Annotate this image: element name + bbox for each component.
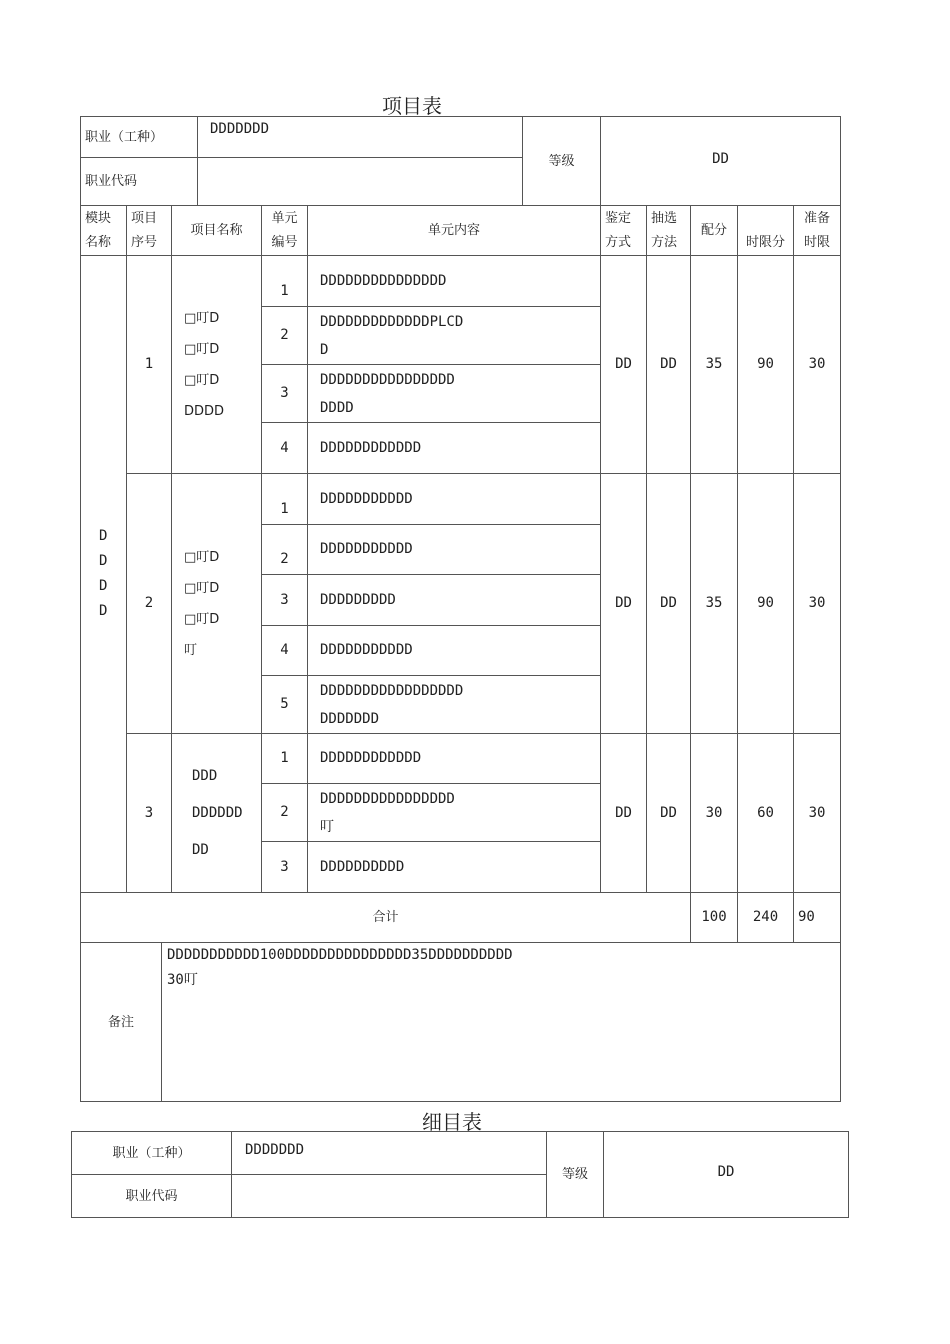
occupation-label: 职业（工种） [81, 117, 198, 158]
unit-content: DDDDDDDDDDD [308, 626, 601, 676]
unit-content: DDDDDDDDDDDD [308, 423, 601, 474]
detail-code-label: 职业代码 [72, 1175, 232, 1218]
detail-code-value [232, 1175, 547, 1218]
remark-text: DDDDDDDDDDD100DDDDDDDDDDDDDDD35DDDDDDDDDD 30叮 [162, 943, 841, 1102]
project-no: 1 [127, 256, 172, 474]
total-prep: 90 [794, 893, 841, 943]
prep-value: 30 [794, 734, 841, 893]
score-value: 35 [691, 474, 738, 734]
code-label: 职业代码 [81, 158, 198, 206]
detail-occupation-value: DDDDDDD [232, 1132, 547, 1175]
unit-no: 3 [262, 365, 308, 423]
module-name: D D D D [81, 256, 127, 893]
table-row [81, 256, 841, 307]
table-row [81, 734, 841, 784]
unit-no: 4 [262, 423, 308, 474]
method-value: DD [601, 734, 647, 893]
project-info-table [80, 116, 841, 206]
unit-content: DDDDDDDDDDDDDDDD DDDD [308, 365, 601, 423]
sampling-value: DD [647, 256, 691, 474]
unit-content: DDDDDDDDDDD [308, 525, 601, 575]
method-value: DD [601, 474, 647, 734]
header-module: 模块 名称 [81, 206, 127, 256]
time-value: 90 [738, 474, 794, 734]
unit-content: DDDDDDDDDDDDDDDD 叮 [308, 784, 601, 842]
header-score: 配分 [691, 206, 738, 256]
prep-value: 30 [794, 256, 841, 474]
unit-content: DDDDDDDDDDDDDDD [308, 256, 601, 307]
time-value: 60 [738, 734, 794, 893]
header-time: 时限分 [738, 206, 794, 256]
header-method: 鉴定 方式 [601, 206, 647, 256]
project-table-title: 项目表 [382, 94, 442, 118]
occupation-value: DDDDDDD [198, 117, 523, 158]
table-row [81, 474, 841, 525]
total-score: 100 [691, 893, 738, 943]
unit-no: 4 [262, 626, 308, 676]
project-name: □叮D □叮D □叮D 叮 [172, 474, 262, 734]
unit-no: 1 [262, 734, 308, 784]
project-no: 2 [127, 474, 172, 734]
remark-table [80, 942, 841, 1102]
header-item-name: 项目名称 [172, 206, 262, 256]
detail-grade-value: DD [604, 1132, 849, 1218]
header-prep: 准备 时限 [794, 206, 841, 256]
project-items-table [80, 205, 841, 943]
method-value: DD [601, 256, 647, 474]
sampling-value: DD [647, 734, 691, 893]
total-time: 240 [738, 893, 794, 943]
total-row [81, 893, 841, 943]
code-value [198, 158, 523, 206]
prep-value: 30 [794, 474, 841, 734]
unit-no: 2 [262, 525, 308, 575]
unit-no: 5 [262, 676, 308, 734]
remark-label: 备注 [81, 943, 162, 1102]
unit-no: 2 [262, 307, 308, 365]
project-name: DDD DDDDDD DD [172, 734, 262, 893]
unit-content: DDDDDDDDD [308, 575, 601, 626]
unit-content: DDDDDDDDDDDDDDDDD DDDDDDD [308, 676, 601, 734]
unit-no: 3 [262, 575, 308, 626]
header-sampling: 抽选 方法 [647, 206, 691, 256]
unit-no: 3 [262, 842, 308, 893]
header-item-no: 项目 序号 [127, 206, 172, 256]
score-value: 30 [691, 734, 738, 893]
detail-occupation-label: 职业（工种） [72, 1132, 232, 1175]
unit-content: DDDDDDDDDDDD [308, 734, 601, 784]
time-value: 90 [738, 256, 794, 474]
sampling-value: DD [647, 474, 691, 734]
project-no: 3 [127, 734, 172, 893]
header-unit-no: 单元 编号 [262, 206, 308, 256]
unit-content: DDDDDDDDDD [308, 842, 601, 893]
detail-info-table [71, 1131, 849, 1218]
unit-no: 2 [262, 784, 308, 842]
grade-value: DD [601, 117, 841, 206]
grade-label: 等级 [523, 117, 601, 206]
detail-table-title: 细目表 [422, 1110, 482, 1134]
detail-grade-label: 等级 [547, 1132, 604, 1218]
project-name: □叮D □叮D □叮D DDDD [172, 256, 262, 474]
unit-content: DDDDDDDDDDD [308, 474, 601, 525]
header-unit-content: 单元内容 [308, 206, 601, 256]
total-label: 合计 [81, 893, 691, 943]
unit-no: 1 [262, 256, 308, 307]
unit-no: 1 [262, 474, 308, 525]
score-value: 35 [691, 256, 738, 474]
unit-content: DDDDDDDDDDDDDPLCD D [308, 307, 601, 365]
